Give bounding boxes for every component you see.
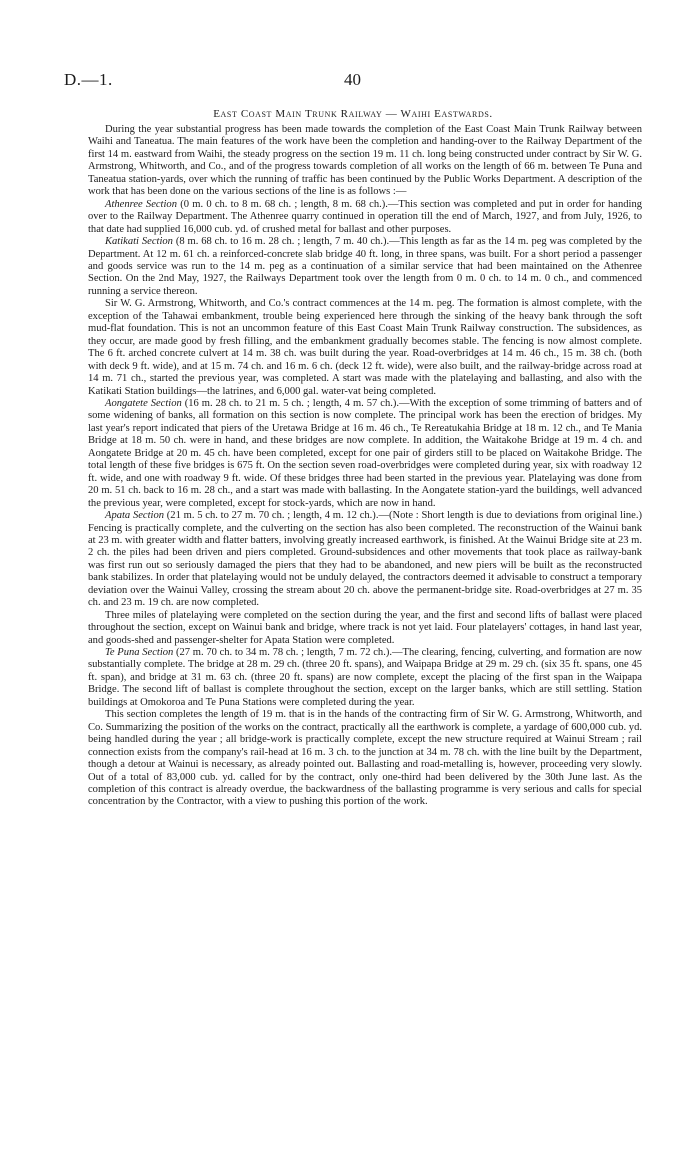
section-title: East Coast Main Trunk Railway — Waihi Eastwards. [213,108,493,120]
section-lead: Aongatete Section [105,397,182,409]
paragraph [88,610,642,647]
section-lead: Athenree Section [105,198,177,210]
paragraph [88,647,642,709]
paragraph [88,510,642,610]
paragraph [88,199,642,236]
page-number: 40 [344,70,361,89]
paragraph [88,298,642,398]
paragraph [88,709,642,809]
paragraph-text: Sir W. G. Armstrong, Whitworth, and Co.'s contract commences at the 14 m. peg. The formation is almost complete, with the exception of the Tahawai embankment, trouble being experienced here through the sinking of the heavy bank through the soft mud-flat foundation. This is not an uncommon feature of this East Coast Main Trunk Railway construction. The subsidences, as they occur, are made good by fresh filling, and the embankment gradually becomes stable. The fencing is now almost complete. The 6 ft. arched concrete culvert at 14 m. 38 ch. was built during the year. Road-overbridges at 14 m. 46 ch., 15 m. 38 ch. (both with deck 9 ft. wide), and at 15 m. 74 ch. and 16 m. 6 ch. (deck 12 ft. wide), were also built, and the railway-bridge across road at 14 m. 71 ch., started the previous year, was completed. A start was made with the platelaying and ballasting, and also with the Katikati Station buildings—the latrines, and 6,000 gal. water-vat being completed. [88,298,642,397]
paragraph-text: (0 m. 0 ch. to 8 m. 68 ch. ; length, 8 m. 68 ch.).—This section was completed and put in order for handing over to the Railway Department. The Athenree quarry continued in operation till the end of March, 1927, and from July, 1926, to that date had supplied 16,000 cub. yd. of crushed metal for ballast and other purposes. [88,198,643,235]
page-header [64,70,642,94]
paragraph-text: During the year substantial progress has been made towards the completion of the East Coast Main Trunk Railway between Waihi and Taneatua. The main features of the work have been the completion and handing-over to the Railway Department of the first 14 m. eastward from Waihi, the steady progress on the section 19 m. 11 ch. long being constructed under contract by Sir W. G. Armstrong, Whitworth, and Co., and of the progress towards completion of all works on the length of 66 m. between Te Puna and Taneatua station-yards, over which the running of traffic has been continued by the Public Works Department. A description of the work that has been done on the various sections of the line is as follows :— [88,124,642,198]
paragraph-text: This section completes the length of 19 m. that is in the hands of the contracting firm of Sir W. G. Armstrong, Whitworth, and Co. Summarizing the position of the works on the contract, practically all the earthwork is complete, a yardage of 600,000 cub. yd. being handled during the year ; all bridge-work is practically complete, except the new structure required at Wainui Stream ; rail connection exists from the company's rail-head at 16 m. 3 ch. to the junction at 34 m. 78 ch. with the line built by the Department, though a detour at Wainui is necessary, as already pointed out. Ballasting and road-metalling is, however, proceeding very slowly. Out of a total of 83,000 cub. yd. called for by the contract, only one-third had been delivered by the 30th June last. As the completion of this contract is already overdue, the backwardness of the ballasting programme is very serious and calls for special concentration by the Contractor, with a view to pushing this portion of the work. [88,709,642,808]
paragraph-text: (21 m. 5 ch. to 27 m. 70 ch. ; length, 4 m. 12 ch.).—(Note : Short length is due to deviations from original line.) Fencing is practically complete, and the culverting on the section has also been completed. The reconstruction of the Wainui bank at 23 m. with greater width and flatter batters, involving greatly increased earthwork, is finished. At the Wainui Bridge site at 23 m. 2 ch. the piles had been driven and piers completed. Ground-subsidences and other movements that took place as railway-bank was first run out so seriously damaged the piers that they had to be abandoned, and new piers will be built as the reconstructed bank stabilizes. In order that platelaying would not be unduly delayed, the contractors deemed it advisable to construct a temporary deviation over the Wainui Valley, crossing the stream about 20 ch. above the permanent-bridge site. Road-overbridges at 27 m. 35 ch. and 23 m. 19 ch. are now completed. [88,510,642,609]
section-lead: Apata Section [105,510,165,522]
paragraph [88,398,642,510]
paragraph-text: (27 m. 70 ch. to 34 m. 78 ch. ; length, 7 m. 72 ch.).—The clearing, fencing, culverting, and formation are now substantially complete. The bridge at 28 m. 29 ch. (three 20 ft. spans), and Waipapa Bridge at 29 m. 29 ch. (six 35 ft. spans, one 45 ft. span), and bridge at 31 m. 63 ch. (three 20 ft. spans) are now complete, except the placing of the first span in the Waipapa Bridge. The second lift of ballast is complete throughout the section, except on the larger banks, which are still settling. Station buildings at Omokoroa and Te Puna Stations were completed during the year. [88,647,642,708]
section-lead: Te Puna Section [105,647,174,659]
body-text [88,124,642,809]
paragraph-text: (8 m. 68 ch. to 16 m. 28 ch. ; length, 7 m. 40 ch.).—This length as far as the 14 m. peg was completed by the Department. At 12 m. 61 ch. a reinforced-concrete slab bridge 40 ft. long, in three spans, was built. For a short period a passenger and goods service was run to the 14 m. peg as a continuation of a similar service that had been maintained on the Athenree Section. On the 2nd May, 1927, the Railways Department took over the length from 0 m. 0 ch. to 14 m. 0 ch., and commenced running a service thereon. [88,236,642,297]
section-lead: Katikati Section [105,236,173,248]
paragraph-text: (16 m. 28 ch. to 21 m. 5 ch. ; length, 4 m. 57 ch.).—With the exception of some trimming of batters and of some widening of banks, all formation on this section is now complete. The principal work has been the erection of bridges. My last year's report indicated that piers of the Uretawa Bridge at 16 m. 46 ch., Te Rereatukahia Bridge at 18 m. 12 ch., and Te Mania Bridge at 18 m. 50 ch. were in hand, and these bridges are now complete. In addition, the Waitakohe Bridge at 19 m. 4 ch. and Aongatete Bridge at 20 m. 45 ch. have been completed, except for one pair of girders still to be placed on Waitakohe Bridge. The total length of these five bridges is 675 ft. On the section seven road-overbridges were completed during year, six with roadway 12 ft. wide, and one with roadway 9 ft. wide. Of these bridges three had been started in the previous year. Platelaying was done from 20 m. 51 ch. back to 16 m. 28 ch., and a start was made with ballasting. In the Aongatete station-yard the buildings, well advanced the previous year, were completed, except for stock-yards, which are now in hand. [88,397,642,509]
paragraph [88,236,642,298]
paragraph [88,124,642,199]
paragraph-text: Three miles of platelaying were completed on the section during the year, and the first and second lifts of ballast were placed throughout the section, except on Wainui bank and bridge, where track is not yet laid. Four platelayers' cottages, in hand last year, and goods-shed and passenger-shelter for Apata Station were completed. [88,609,642,646]
document-reference: D.—1. [64,70,113,89]
